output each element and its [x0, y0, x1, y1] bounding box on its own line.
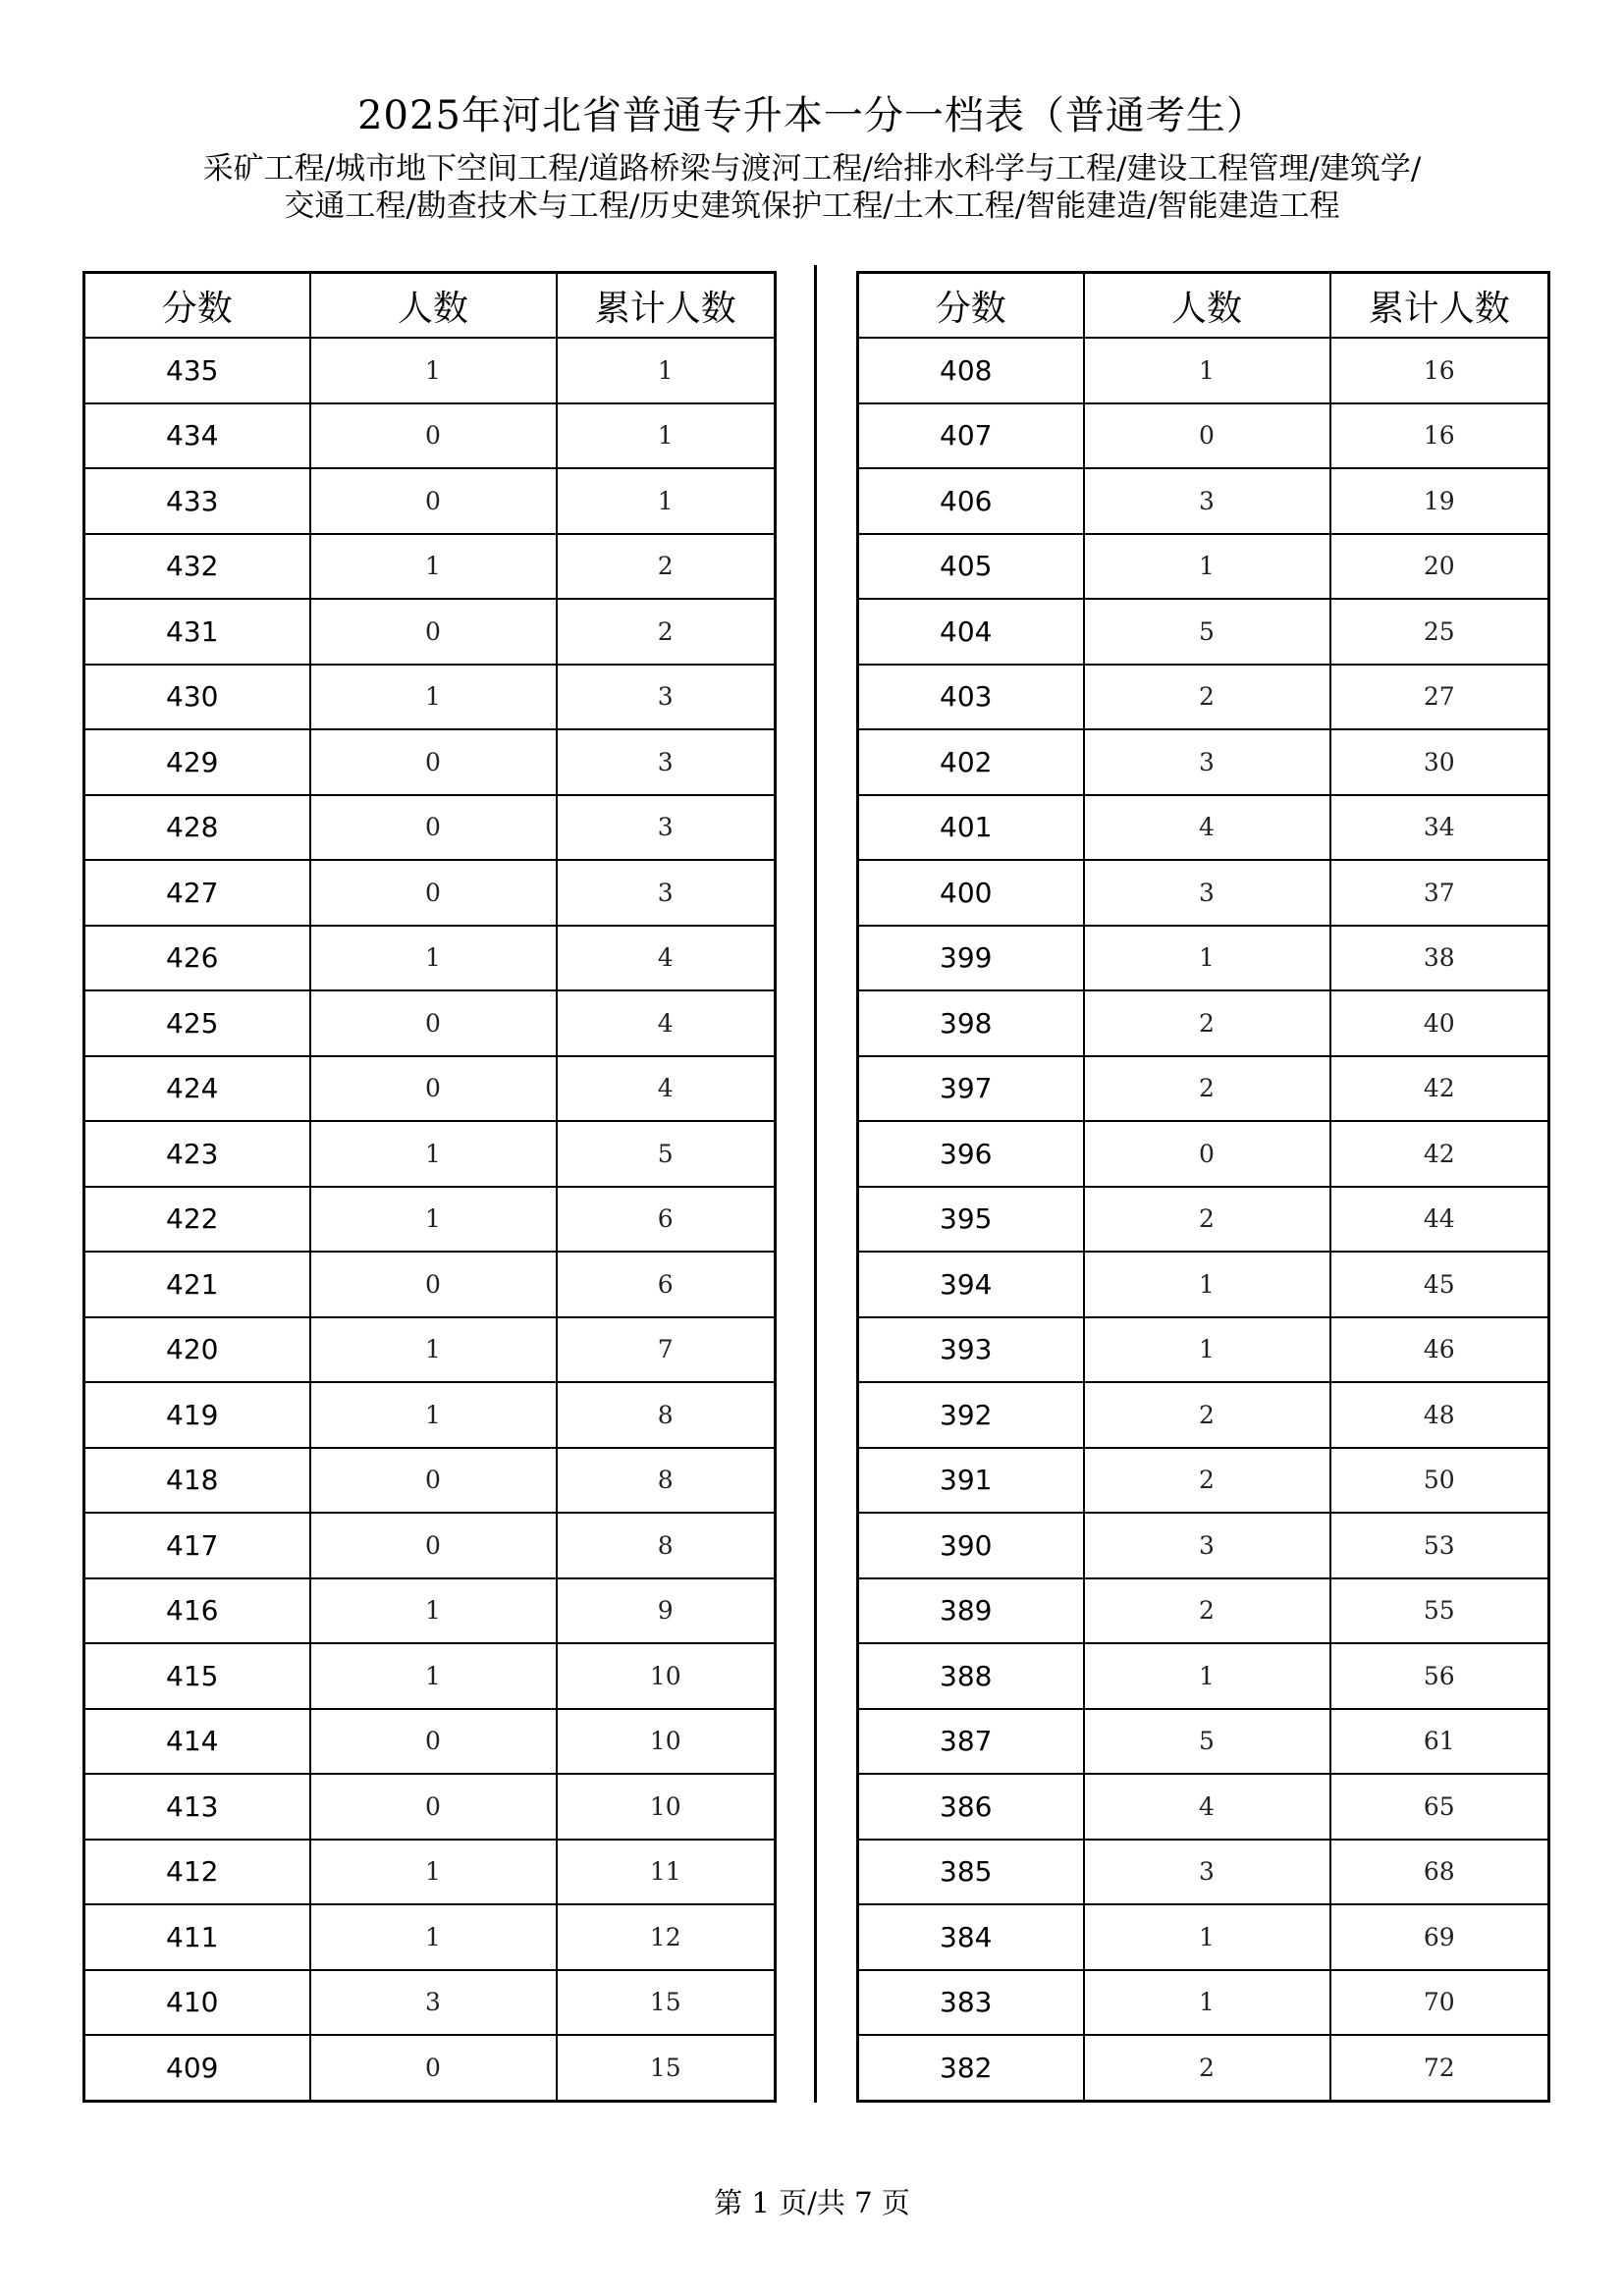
count-cell: 2 [1084, 2035, 1330, 2101]
count-cell: 3 [1084, 1513, 1330, 1578]
score-cell: 390 [858, 1513, 1084, 1578]
cumulative-cell: 9 [557, 1578, 776, 1644]
count-cell: 0 [310, 729, 557, 795]
table-row [84, 534, 776, 600]
cumulative-cell: 34 [1330, 795, 1549, 861]
majors-line-1: 采矿工程/城市地下空间工程/道路桥梁与渡河工程/给排水科学与工程/建设工程管理/建筑学/ [202, 151, 1422, 187]
table-row [84, 1643, 776, 1709]
score-cell: 398 [858, 990, 1084, 1056]
count-cell: 1 [310, 1121, 557, 1187]
score-cell: 399 [858, 926, 1084, 991]
count-cell: 0 [310, 1774, 557, 1840]
score-cell: 411 [84, 1904, 310, 1970]
count-cell: 1 [1084, 1643, 1330, 1709]
count-cell: 1 [310, 534, 557, 600]
count-cell: 2 [1084, 990, 1330, 1056]
cumulative-cell: 6 [557, 1252, 776, 1317]
count-cell: 0 [310, 990, 557, 1056]
count-cell: 1 [310, 1382, 557, 1448]
table-row [84, 1709, 776, 1775]
table-row [858, 729, 1549, 795]
cumulative-cell: 2 [557, 534, 776, 600]
score-cell: 386 [858, 1774, 1084, 1840]
score-cell: 391 [858, 1448, 1084, 1514]
cumulative-cell: 3 [557, 729, 776, 795]
table-row [84, 860, 776, 926]
table-row [858, 468, 1549, 534]
cumulative-cell: 16 [1330, 403, 1549, 469]
table-row [858, 599, 1549, 665]
score-table-right [856, 271, 1550, 2103]
cumulative-cell: 4 [557, 1056, 776, 1122]
score-cell: 389 [858, 1578, 1084, 1644]
cumulative-cell: 45 [1330, 1252, 1549, 1317]
score-cell: 418 [84, 1448, 310, 1514]
cumulative-cell: 7 [557, 1317, 776, 1383]
count-cell: 1 [310, 1317, 557, 1383]
table-row [84, 795, 776, 861]
count-cell: 0 [1084, 1121, 1330, 1187]
score-cell: 433 [84, 468, 310, 534]
score-cell: 407 [858, 403, 1084, 469]
count-cell: 0 [310, 1252, 557, 1317]
count-cell: 0 [310, 468, 557, 534]
table-row [84, 1187, 776, 1253]
score-cell: 382 [858, 2035, 1084, 2101]
cumulative-cell: 8 [557, 1382, 776, 1448]
table-row [858, 1317, 1549, 1383]
table-row [84, 1317, 776, 1383]
table-row [84, 990, 776, 1056]
table-row [84, 1840, 776, 1905]
count-cell: 1 [1084, 1317, 1330, 1383]
score-cell: 406 [858, 468, 1084, 534]
cumulative-cell: 8 [557, 1448, 776, 1514]
count-cell: 2 [1084, 1448, 1330, 1514]
count-cell: 0 [310, 860, 557, 926]
score-cell: 417 [84, 1513, 310, 1578]
cumulative-cell: 10 [557, 1774, 776, 1840]
table-row [84, 1774, 776, 1840]
score-cell: 396 [858, 1121, 1084, 1187]
score-cell: 397 [858, 1056, 1084, 1122]
score-cell: 408 [858, 338, 1084, 403]
table-header-row [84, 273, 776, 339]
cumulative-cell: 38 [1330, 926, 1549, 991]
cumulative-cell: 1 [557, 403, 776, 469]
cumulative-cell: 27 [1330, 665, 1549, 730]
score-cell: 410 [84, 1970, 310, 2036]
cumulative-cell: 5 [557, 1121, 776, 1187]
table-row [84, 1448, 776, 1514]
cumulative-cell: 15 [557, 1970, 776, 2036]
table-row [858, 860, 1549, 926]
score-cell: 405 [858, 534, 1084, 600]
score-cell: 395 [858, 1187, 1084, 1253]
score-cell: 430 [84, 665, 310, 730]
score-cell: 387 [858, 1709, 1084, 1775]
header-cumulative: 累计人数 [1330, 273, 1549, 339]
score-cell: 424 [84, 1056, 310, 1122]
score-cell: 425 [84, 990, 310, 1056]
count-cell: 1 [1084, 1970, 1330, 2036]
cumulative-cell: 1 [557, 468, 776, 534]
cumulative-cell: 2 [557, 599, 776, 665]
count-cell: 1 [310, 338, 557, 403]
score-cell: 432 [84, 534, 310, 600]
count-cell: 5 [1084, 599, 1330, 665]
count-cell: 1 [310, 1840, 557, 1905]
count-cell: 0 [310, 1448, 557, 1514]
cumulative-cell: 61 [1330, 1709, 1549, 1775]
score-table-left [82, 271, 777, 2103]
score-cell: 409 [84, 2035, 310, 2101]
cumulative-cell: 3 [557, 860, 776, 926]
score-cell: 403 [858, 665, 1084, 730]
table-row [858, 1513, 1549, 1578]
score-cell: 385 [858, 1840, 1084, 1905]
table-row [858, 1578, 1549, 1644]
count-cell: 0 [310, 1709, 557, 1775]
score-cell: 421 [84, 1252, 310, 1317]
table-row [858, 1970, 1549, 2036]
table-row [858, 1904, 1549, 1970]
table-row [858, 1709, 1549, 1775]
count-cell: 0 [310, 795, 557, 861]
score-cell: 392 [858, 1382, 1084, 1448]
table-row [858, 534, 1549, 600]
score-cell: 427 [84, 860, 310, 926]
count-cell: 1 [310, 1904, 557, 1970]
cumulative-cell: 50 [1330, 1448, 1549, 1514]
cumulative-cell: 4 [557, 926, 776, 991]
cumulative-cell: 4 [557, 990, 776, 1056]
cumulative-cell: 10 [557, 1643, 776, 1709]
score-cell: 423 [84, 1121, 310, 1187]
score-cell: 388 [858, 1643, 1084, 1709]
page-title: 2025年河北省普通专升本一分一档表（普通考生） [357, 93, 1267, 138]
table-row [858, 1448, 1549, 1514]
score-cell: 384 [858, 1904, 1084, 1970]
cumulative-cell: 3 [557, 795, 776, 861]
count-cell: 1 [310, 1643, 557, 1709]
cumulative-cell: 1 [557, 338, 776, 403]
count-cell: 4 [1084, 1774, 1330, 1840]
count-cell: 0 [310, 2035, 557, 2101]
cumulative-cell: 72 [1330, 2035, 1549, 2101]
table-row [84, 468, 776, 534]
table-header-row [858, 273, 1549, 339]
cumulative-cell: 42 [1330, 1056, 1549, 1122]
cumulative-cell: 46 [1330, 1317, 1549, 1383]
cumulative-cell: 55 [1330, 1578, 1549, 1644]
count-cell: 5 [1084, 1709, 1330, 1775]
table-row [858, 795, 1549, 861]
cumulative-cell: 19 [1330, 468, 1549, 534]
table-row [84, 1904, 776, 1970]
header-count: 人数 [1084, 273, 1330, 339]
table-row [858, 665, 1549, 730]
score-cell: 393 [858, 1317, 1084, 1383]
cumulative-cell: 40 [1330, 990, 1549, 1056]
score-cell: 412 [84, 1840, 310, 1905]
score-cell: 431 [84, 599, 310, 665]
header-score: 分数 [84, 273, 310, 339]
count-cell: 0 [310, 403, 557, 469]
count-cell: 4 [1084, 795, 1330, 861]
cumulative-cell: 56 [1330, 1643, 1549, 1709]
count-cell: 0 [310, 1056, 557, 1122]
table-row [858, 1382, 1549, 1448]
count-cell: 3 [1084, 860, 1330, 926]
header-count: 人数 [310, 273, 557, 339]
cumulative-cell: 10 [557, 1709, 776, 1775]
count-cell: 0 [310, 599, 557, 665]
cumulative-cell: 8 [557, 1513, 776, 1578]
majors-line-2: 交通工程/勘查技术与工程/历史建筑保护工程/土木工程/智能建造/智能建造工程 [284, 188, 1340, 224]
score-cell: 401 [858, 795, 1084, 861]
table-row [858, 1056, 1549, 1122]
count-cell: 3 [310, 1970, 557, 2036]
cumulative-cell: 37 [1330, 860, 1549, 926]
table-row [858, 1121, 1549, 1187]
count-cell: 3 [1084, 468, 1330, 534]
count-cell: 1 [1084, 1252, 1330, 1317]
table-row [858, 403, 1549, 469]
count-cell: 1 [310, 926, 557, 991]
table-row [84, 926, 776, 991]
table-row [858, 1643, 1549, 1709]
cumulative-cell: 3 [557, 665, 776, 730]
cumulative-cell: 65 [1330, 1774, 1549, 1840]
score-cell: 435 [84, 338, 310, 403]
cumulative-cell: 48 [1330, 1382, 1549, 1448]
table-row [84, 1970, 776, 2036]
table-row [858, 338, 1549, 403]
cumulative-cell: 16 [1330, 338, 1549, 403]
count-cell: 3 [1084, 1840, 1330, 1905]
table-row [858, 1840, 1549, 1905]
table-row [84, 1382, 776, 1448]
count-cell: 2 [1084, 1056, 1330, 1122]
table-row [84, 338, 776, 403]
score-cell: 434 [84, 403, 310, 469]
count-cell: 1 [1084, 1904, 1330, 1970]
table-row [84, 729, 776, 795]
table-row [84, 2035, 776, 2101]
count-cell: 0 [1084, 403, 1330, 469]
count-cell: 2 [1084, 665, 1330, 730]
count-cell: 1 [310, 1187, 557, 1253]
cumulative-cell: 11 [557, 1840, 776, 1905]
cumulative-cell: 30 [1330, 729, 1549, 795]
cumulative-cell: 53 [1330, 1513, 1549, 1578]
score-cell: 404 [858, 599, 1084, 665]
cumulative-cell: 25 [1330, 599, 1549, 665]
score-cell: 400 [858, 860, 1084, 926]
count-cell: 1 [1084, 926, 1330, 991]
score-cell: 383 [858, 1970, 1084, 2036]
score-cell: 429 [84, 729, 310, 795]
cumulative-cell: 6 [557, 1187, 776, 1253]
table-row [858, 1187, 1549, 1253]
table-row [858, 1252, 1549, 1317]
score-cell: 426 [84, 926, 310, 991]
count-cell: 3 [1084, 729, 1330, 795]
cumulative-cell: 42 [1330, 1121, 1549, 1187]
count-cell: 1 [310, 665, 557, 730]
table-row [84, 1056, 776, 1122]
table-row [858, 926, 1549, 991]
count-cell: 2 [1084, 1187, 1330, 1253]
table-row [84, 1121, 776, 1187]
table-row [84, 403, 776, 469]
table-row [84, 1252, 776, 1317]
table-row [84, 599, 776, 665]
score-cell: 413 [84, 1774, 310, 1840]
cumulative-cell: 68 [1330, 1840, 1549, 1905]
score-cell: 419 [84, 1382, 310, 1448]
cumulative-cell: 70 [1330, 1970, 1549, 2036]
cumulative-cell: 69 [1330, 1904, 1549, 1970]
score-cell: 394 [858, 1252, 1084, 1317]
count-cell: 1 [1084, 338, 1330, 403]
score-cell: 402 [858, 729, 1084, 795]
table-row [84, 665, 776, 730]
score-cell: 420 [84, 1317, 310, 1383]
count-cell: 2 [1084, 1382, 1330, 1448]
cumulative-cell: 15 [557, 2035, 776, 2101]
cumulative-cell: 12 [557, 1904, 776, 1970]
count-cell: 0 [310, 1513, 557, 1578]
score-cell: 428 [84, 795, 310, 861]
cumulative-cell: 44 [1330, 1187, 1549, 1253]
table-row [84, 1578, 776, 1644]
page-footer: 第 1 页/共 7 页 [714, 2186, 910, 2219]
header-score: 分数 [858, 273, 1084, 339]
score-cell: 414 [84, 1709, 310, 1775]
score-cell: 422 [84, 1187, 310, 1253]
count-cell: 1 [310, 1578, 557, 1644]
table-row [858, 990, 1549, 1056]
center-divider [814, 265, 817, 2103]
table-row [858, 1774, 1549, 1840]
count-cell: 2 [1084, 1578, 1330, 1644]
header-cumulative: 累计人数 [557, 273, 776, 339]
table-row [858, 2035, 1549, 2101]
count-cell: 1 [1084, 534, 1330, 600]
score-cell: 416 [84, 1578, 310, 1644]
table-row [84, 1513, 776, 1578]
score-cell: 415 [84, 1643, 310, 1709]
cumulative-cell: 20 [1330, 534, 1549, 600]
